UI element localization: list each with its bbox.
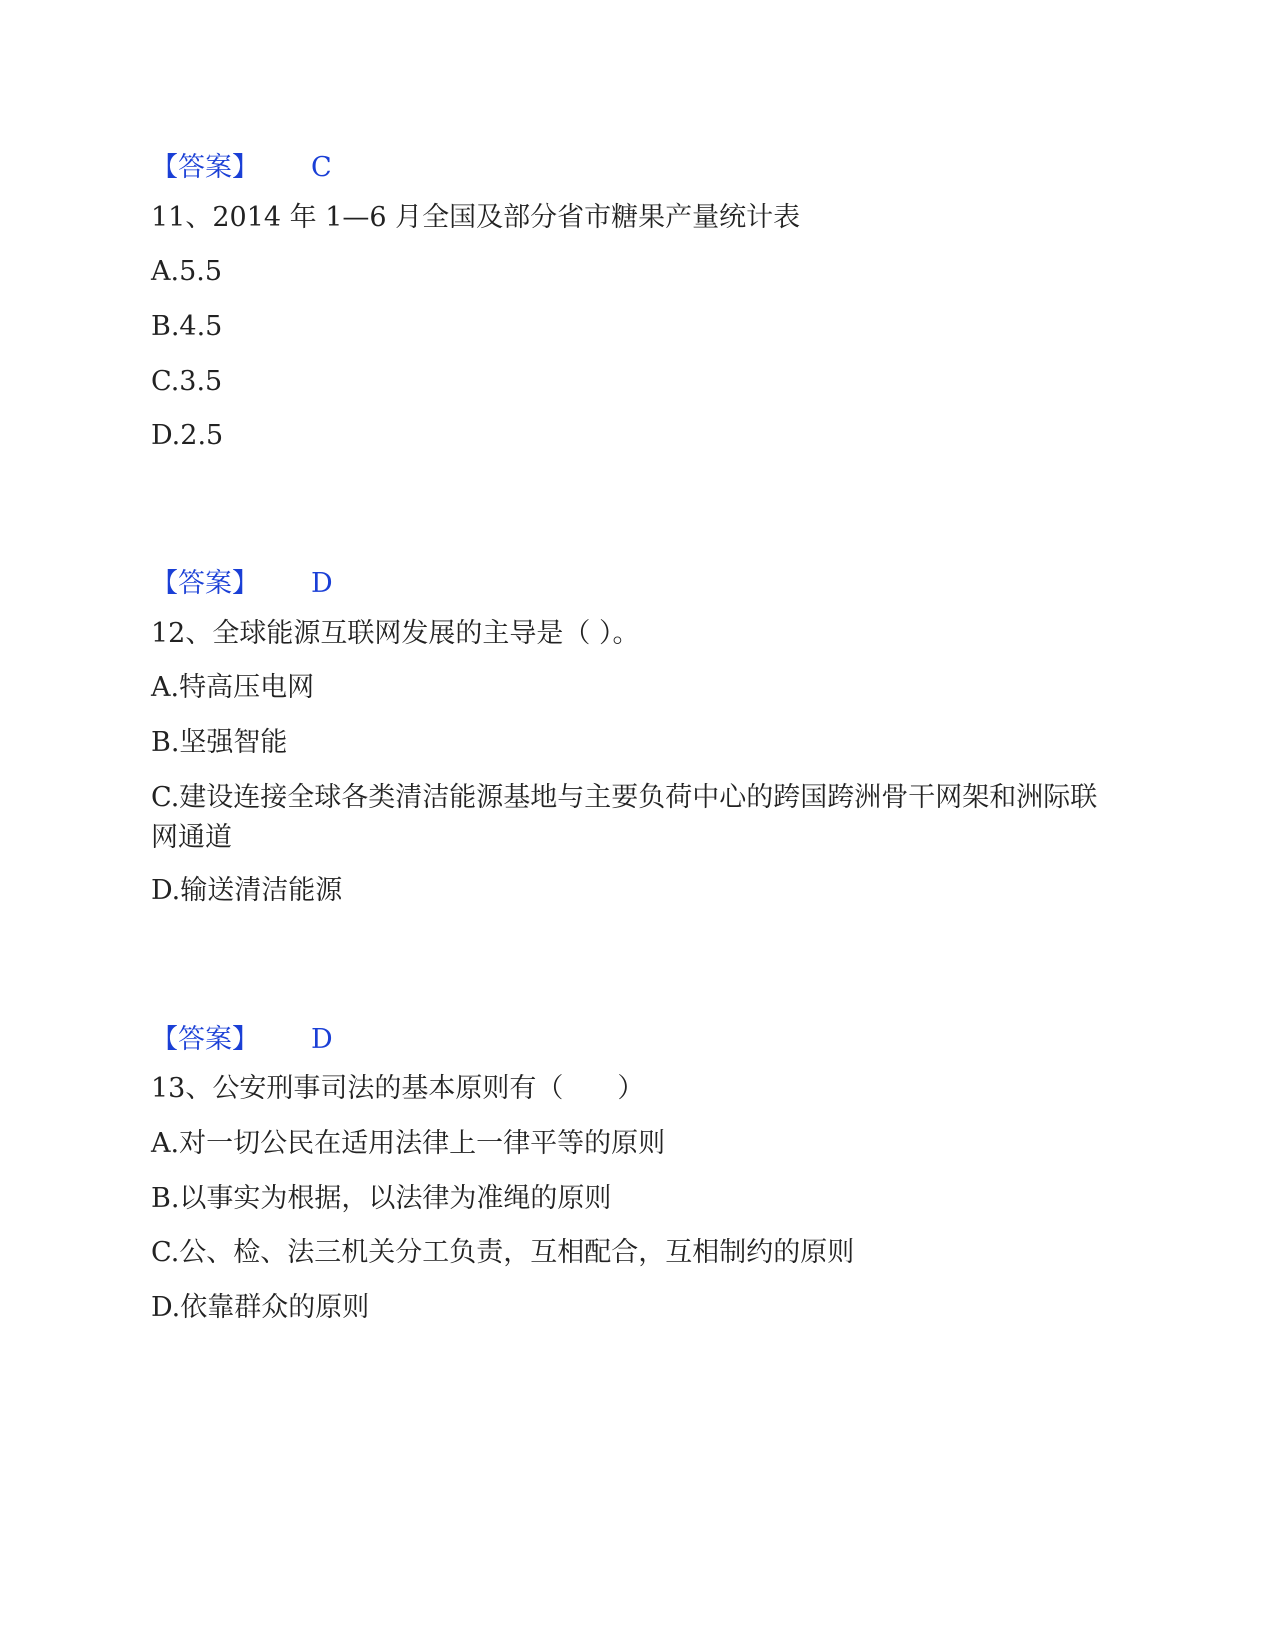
option-c: C.公、检、法三机关分工负责，互相配合，互相制约的原则	[151, 1237, 855, 1268]
option-c: C.建设连接全球各类清洁能源基地与主要负荷中心的跨国跨洲骨干网架和洲际联网通道	[151, 782, 1098, 853]
answer-value: C	[311, 152, 332, 183]
option-c: C.3.5	[151, 366, 223, 397]
option-a: A.5.5	[151, 256, 223, 287]
answer-row	[151, 1020, 333, 1060]
option-a: A.对一切公民在适用法律上一律平等的原则	[151, 1128, 666, 1159]
answer-value: D	[311, 1024, 333, 1055]
answer-row	[151, 148, 332, 188]
answer-label: 【答案】	[151, 152, 259, 183]
option-d: D.输送清洁能源	[151, 875, 343, 906]
answer-label: 【答案】	[151, 1024, 259, 1055]
option-b: B.以事实为根据，以法律为准绳的原则	[151, 1183, 612, 1214]
option-b: B.坚强智能	[151, 727, 288, 758]
answer-row	[151, 564, 333, 604]
answer-label: 【答案】	[151, 568, 259, 599]
question-title: 12、全球能源互联网发展的主导是（ ）。	[151, 618, 640, 649]
option-a: A.特高压电网	[151, 672, 315, 703]
question-title: 11、2014 年 1—6 月全国及部分省市糖果产量统计表	[151, 202, 801, 233]
answer-value: D	[311, 568, 333, 599]
question-title: 13、公安刑事司法的基本原则有（ ）	[151, 1073, 645, 1104]
option-b: B.4.5	[151, 311, 223, 342]
option-d: D.依靠群众的原则	[151, 1292, 370, 1323]
option-d: D.2.5	[151, 420, 224, 451]
